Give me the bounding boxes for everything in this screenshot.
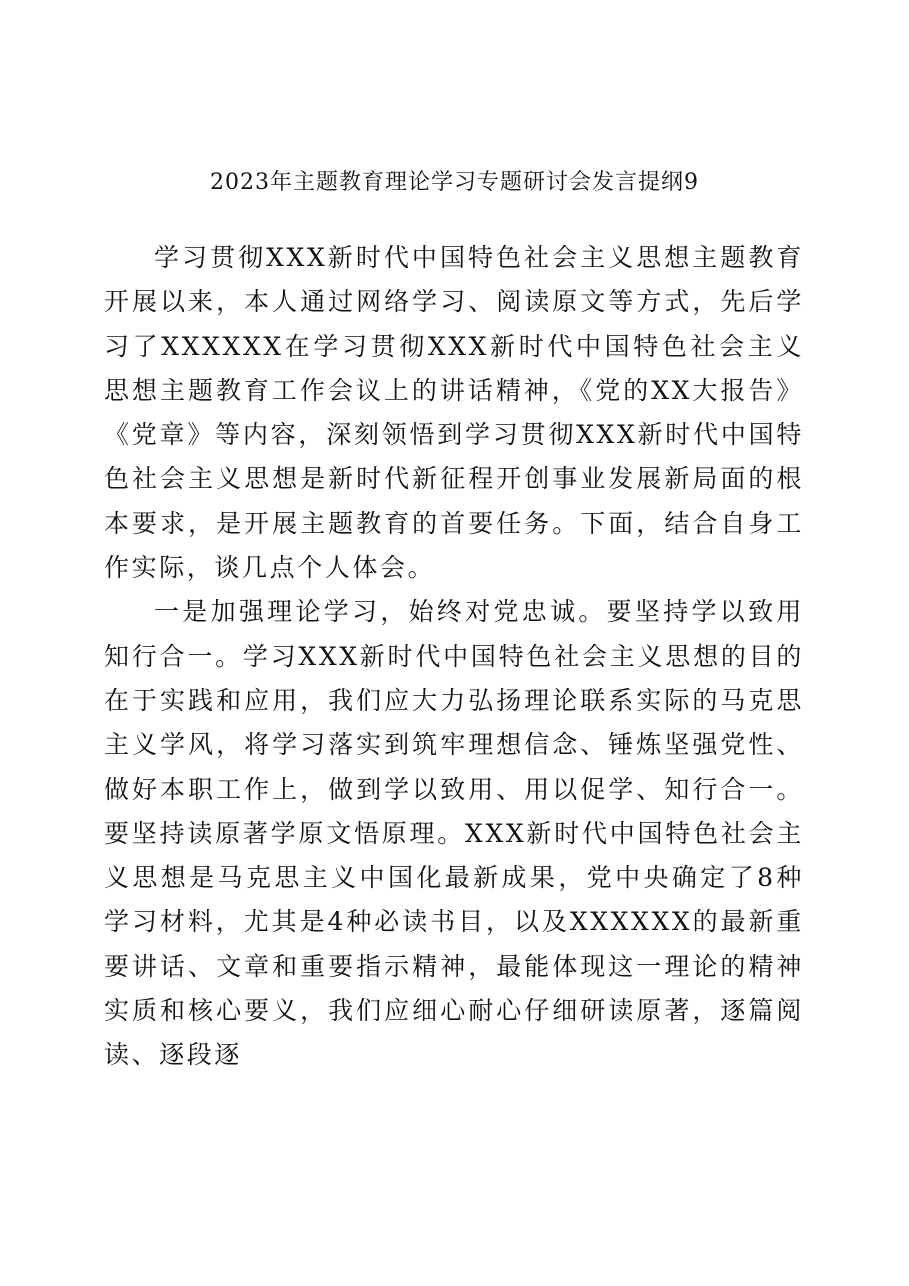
paragraph-intro: 学习贯彻XXX新时代中国特色社会主义思想主题教育开展以来，本人通过网络学习、阅读原文等方式，先后学习了XXXXXX在学习贯彻XXX新时代中国特色社会主义思想主题教育工作会议上的讲话精神，《党的XX大报告》《党章》等内容，深刻领悟到学习贯彻XXX新时代中国特色社会主义思想是新时代新征程开创事业发展新局面的根本要求，是开展主题教育的首要任务。下面，结合自身工作实际，谈几点个人体会。 [104,243,804,583]
document-body [104,236,804,1078]
document-title: 2023年主题教育理论学习专题研讨会发言提纲9 [210,170,699,195]
paragraph-point-one: 一是加强理论学习，始终对党忠诚。要坚持学以致用知行合一。学习XXX新时代中国特色社会主义思想的目的在于实践和应用，我们应大力弘扬理论联系实际的马克思主义学风，将学习落实到筑牢理想信念、锤炼坚强党性、做好本职工作上，做到学以致用、用以促学、知行合一。要坚持读原著学原文悟原理。XXX新时代中国特色社会主义思想是马克思主义中国化最新成果，党中央确定了8种学习材料，尤其是4种必读书目，以及XXXXXX的最新重要讲话、文章和重要指示精神，最能体现这一理论的精神实质和核心要义，我们应细心耐心仔细研读原著，逐篇阅读、逐段逐 [104,597,804,1070]
